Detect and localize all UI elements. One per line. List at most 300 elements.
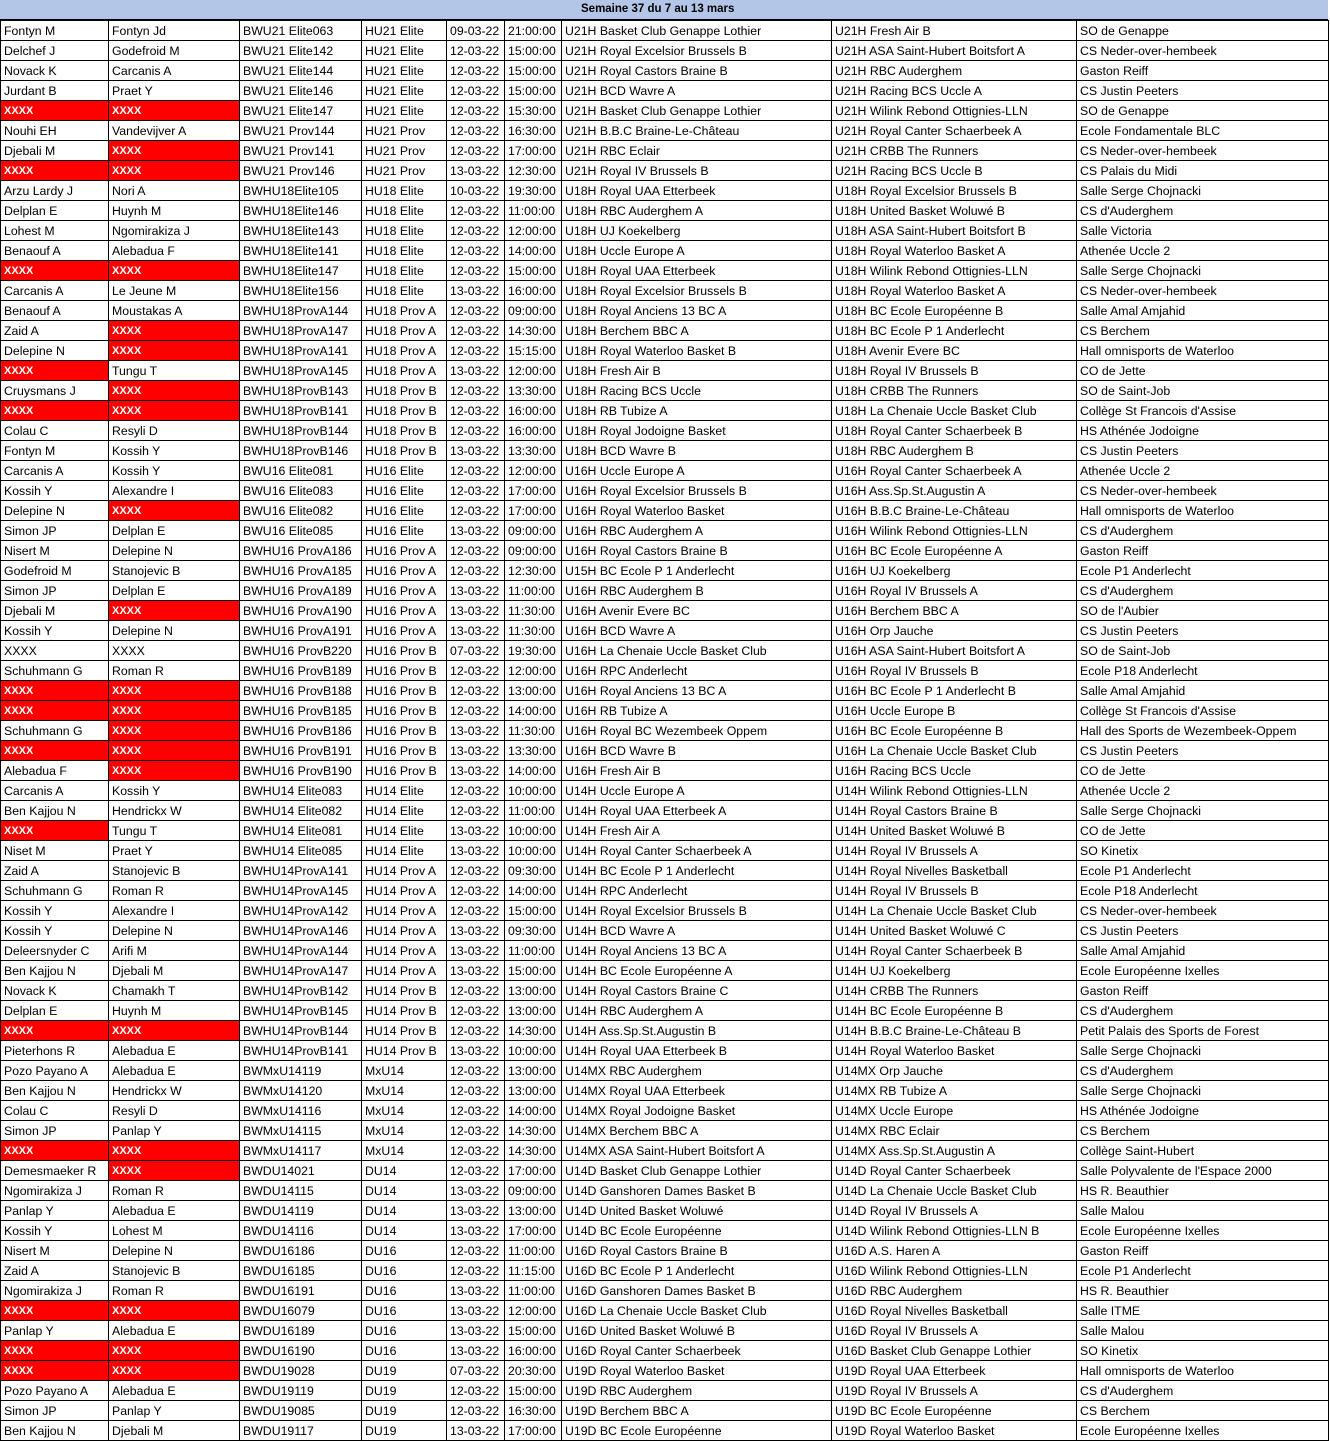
match-code-cell[interactable]: BWHU14 Elite085 (240, 841, 362, 861)
referee-1-cell[interactable]: Delplan E (1, 1001, 109, 1021)
match-date-cell[interactable]: 13-03-22 (447, 1181, 505, 1201)
match-date-cell[interactable]: 12-03-22 (447, 121, 505, 141)
division-cell[interactable]: DU14 (362, 1181, 447, 1201)
division-cell[interactable]: HU16 Prov B (362, 721, 447, 741)
match-date-cell[interactable]: 12-03-22 (447, 781, 505, 801)
match-date-cell[interactable]: 13-03-22 (447, 1421, 505, 1441)
referee-2-cell[interactable]: Alexandre I (109, 481, 240, 501)
referee-2-cell[interactable]: Alebadua E (109, 1061, 240, 1081)
match-time-cell[interactable]: 12:00:00 (505, 461, 562, 481)
match-code-cell[interactable]: BWHU16 ProvB190 (240, 761, 362, 781)
referee-2-cell[interactable]: Resyli D (109, 1101, 240, 1121)
match-date-cell[interactable]: 12-03-22 (447, 241, 505, 261)
referee-2-cell[interactable]: XXXX (109, 1141, 240, 1161)
referee-1-cell[interactable]: Fontyn M (1, 21, 109, 41)
division-cell[interactable]: DU19 (362, 1361, 447, 1381)
away-team-cell[interactable]: U14D Royal Canter Schaerbeek (832, 1161, 1077, 1181)
division-cell[interactable]: HU16 Elite (362, 461, 447, 481)
division-cell[interactable]: HU18 Prov B (362, 421, 447, 441)
match-code-cell[interactable]: BWDU16186 (240, 1241, 362, 1261)
referee-1-cell[interactable]: Novack K (1, 981, 109, 1001)
referee-2-cell[interactable]: Godefroid M (109, 41, 240, 61)
referee-1-cell[interactable]: Deleersnyder C (1, 941, 109, 961)
away-team-cell[interactable]: U18H Royal IV Brussels B (832, 361, 1077, 381)
match-time-cell[interactable]: 09:00:00 (505, 541, 562, 561)
venue-cell[interactable]: SO de l'Aubier (1077, 601, 1329, 621)
division-cell[interactable]: DU16 (362, 1281, 447, 1301)
away-team-cell[interactable]: U18H RBC Auderghem B (832, 441, 1077, 461)
referee-2-cell[interactable]: Hendrickx W (109, 1081, 240, 1101)
venue-cell[interactable]: CS d'Auderghem (1077, 521, 1329, 541)
referee-1-cell[interactable]: Novack K (1, 61, 109, 81)
match-code-cell[interactable]: BWHU14ProvA147 (240, 961, 362, 981)
referee-2-cell[interactable]: XXXX (109, 1021, 240, 1041)
match-time-cell[interactable]: 15:00:00 (505, 61, 562, 81)
match-code-cell[interactable]: BWDU14021 (240, 1161, 362, 1181)
away-team-cell[interactable]: U21H Fresh Air B (832, 21, 1077, 41)
division-cell[interactable]: HU14 Prov A (362, 901, 447, 921)
venue-cell[interactable]: SO Kinetix (1077, 841, 1329, 861)
referee-2-cell[interactable]: Delepine N (109, 921, 240, 941)
home-team-cell[interactable]: U18H RBC Auderghem A (562, 201, 832, 221)
referee-1-cell[interactable]: Schuhmann G (1, 721, 109, 741)
away-team-cell[interactable]: U16H BC Ecole Européenne A (832, 541, 1077, 561)
referee-2-cell[interactable]: XXXX (109, 1361, 240, 1381)
match-date-cell[interactable]: 13-03-22 (447, 841, 505, 861)
referee-1-cell[interactable]: Ben Kajjou N (1, 1081, 109, 1101)
match-time-cell[interactable]: 13:00:00 (505, 681, 562, 701)
referee-2-cell[interactable]: XXXX (109, 1301, 240, 1321)
referee-1-cell[interactable]: Alebadua F (1, 761, 109, 781)
home-team-cell[interactable]: U21H Royal IV Brussels B (562, 161, 832, 181)
referee-1-cell[interactable]: Arzu Lardy J (1, 181, 109, 201)
match-date-cell[interactable]: 12-03-22 (447, 1261, 505, 1281)
venue-cell[interactable]: SO de Saint-Job (1077, 641, 1329, 661)
home-team-cell[interactable]: U16D Royal Canter Schaerbeek (562, 1341, 832, 1361)
match-code-cell[interactable]: BWMxU14116 (240, 1101, 362, 1121)
home-team-cell[interactable]: U16H Avenir Evere BC (562, 601, 832, 621)
division-cell[interactable]: HU16 Prov B (362, 701, 447, 721)
division-cell[interactable]: HU14 Prov A (362, 881, 447, 901)
home-team-cell[interactable]: U21H RBC Eclair (562, 141, 832, 161)
referee-1-cell[interactable]: Simon JP (1, 1121, 109, 1141)
match-time-cell[interactable]: 14:30:00 (505, 1021, 562, 1041)
match-code-cell[interactable]: BWDU16185 (240, 1261, 362, 1281)
match-time-cell[interactable]: 13:00:00 (505, 981, 562, 1001)
home-team-cell[interactable]: U18H Royal Anciens 13 BC A (562, 301, 832, 321)
home-team-cell[interactable]: U16H Royal Castors Braine B (562, 541, 832, 561)
division-cell[interactable]: HU18 Prov A (362, 301, 447, 321)
venue-cell[interactable]: CS Neder-over-hembeek (1077, 481, 1329, 501)
match-time-cell[interactable]: 19:30:00 (505, 181, 562, 201)
division-cell[interactable]: DU14 (362, 1161, 447, 1181)
home-team-cell[interactable]: U16D La Chenaie Uccle Basket Club (562, 1301, 832, 1321)
home-team-cell[interactable]: U14H Royal Excelsior Brussels B (562, 901, 832, 921)
venue-cell[interactable]: SO de Saint-Job (1077, 381, 1329, 401)
match-code-cell[interactable]: BWHU16 ProvB191 (240, 741, 362, 761)
match-code-cell[interactable]: BWHU14ProvA145 (240, 881, 362, 901)
match-time-cell[interactable]: 15:00:00 (505, 1381, 562, 1401)
referee-1-cell[interactable]: Niset M (1, 841, 109, 861)
referee-1-cell[interactable]: XXXX (1, 1341, 109, 1361)
referee-2-cell[interactable]: Hendrickx W (109, 801, 240, 821)
referee-2-cell[interactable]: Nori A (109, 181, 240, 201)
match-code-cell[interactable]: BWU21 Prov144 (240, 121, 362, 141)
match-code-cell[interactable]: BWHU18Elite141 (240, 241, 362, 261)
match-time-cell[interactable]: 14:30:00 (505, 1121, 562, 1141)
match-date-cell[interactable]: 13-03-22 (447, 741, 505, 761)
venue-cell[interactable]: Salle Serge Chojnacki (1077, 181, 1329, 201)
venue-cell[interactable]: Salle Malou (1077, 1201, 1329, 1221)
match-time-cell[interactable]: 19:30:00 (505, 641, 562, 661)
referee-1-cell[interactable]: Carcanis A (1, 781, 109, 801)
match-time-cell[interactable]: 11:30:00 (505, 721, 562, 741)
match-code-cell[interactable]: BWHU18ProvB143 (240, 381, 362, 401)
home-team-cell[interactable]: U21H BCD Wavre A (562, 81, 832, 101)
match-time-cell[interactable]: 11:30:00 (505, 621, 562, 641)
referee-1-cell[interactable]: Demesmaeker R (1, 1161, 109, 1181)
match-code-cell[interactable]: BWDU14115 (240, 1181, 362, 1201)
match-date-cell[interactable]: 12-03-22 (447, 201, 505, 221)
venue-cell[interactable]: Salle Malou (1077, 1321, 1329, 1341)
venue-cell[interactable]: HS Athénée Jodoigne (1077, 1101, 1329, 1121)
referee-1-cell[interactable]: XXXX (1, 741, 109, 761)
referee-2-cell[interactable]: Alebadua E (109, 1381, 240, 1401)
home-team-cell[interactable]: U18H UJ Koekelberg (562, 221, 832, 241)
match-code-cell[interactable]: BWHU18Elite156 (240, 281, 362, 301)
home-team-cell[interactable]: U14H Uccle Europe A (562, 781, 832, 801)
venue-cell[interactable]: CS Justin Peeters (1077, 741, 1329, 761)
division-cell[interactable]: HU16 Prov A (362, 561, 447, 581)
referee-1-cell[interactable]: XXXX (1, 1021, 109, 1041)
division-cell[interactable]: HU21 Elite (362, 81, 447, 101)
match-date-cell[interactable]: 13-03-22 (447, 921, 505, 941)
home-team-cell[interactable]: U21H Royal Excelsior Brussels B (562, 41, 832, 61)
venue-cell[interactable]: CS Justin Peeters (1077, 441, 1329, 461)
division-cell[interactable]: HU14 Prov B (362, 1001, 447, 1021)
match-code-cell[interactable]: BWHU18Elite105 (240, 181, 362, 201)
match-time-cell[interactable]: 15:00:00 (505, 901, 562, 921)
referee-1-cell[interactable]: Godefroid M (1, 561, 109, 581)
venue-cell[interactable]: CS Berchem (1077, 1401, 1329, 1421)
referee-1-cell[interactable]: Simon JP (1, 1401, 109, 1421)
match-code-cell[interactable]: BWHU18Elite146 (240, 201, 362, 221)
match-date-cell[interactable]: 12-03-22 (447, 541, 505, 561)
home-team-cell[interactable]: U14MX ASA Saint-Hubert Boitsfort A (562, 1141, 832, 1161)
match-date-cell[interactable]: 12-03-22 (447, 981, 505, 1001)
referee-1-cell[interactable]: Kossih Y (1, 621, 109, 641)
venue-cell[interactable]: HS R. Beauthier (1077, 1181, 1329, 1201)
division-cell[interactable]: MxU14 (362, 1121, 447, 1141)
home-team-cell[interactable]: U16H Uccle Europe A (562, 461, 832, 481)
referee-1-cell[interactable]: Nisert M (1, 541, 109, 561)
home-team-cell[interactable]: U14MX Royal Jodoigne Basket (562, 1101, 832, 1121)
venue-cell[interactable]: Ecole P1 Anderlecht (1077, 1261, 1329, 1281)
match-date-cell[interactable]: 07-03-22 (447, 1361, 505, 1381)
home-team-cell[interactable]: U14H BC Ecole P 1 Anderlecht (562, 861, 832, 881)
home-team-cell[interactable]: U14D Ganshoren Dames Basket B (562, 1181, 832, 1201)
venue-cell[interactable]: Salle Serge Chojnacki (1077, 261, 1329, 281)
away-team-cell[interactable]: U14H United Basket Woluwé C (832, 921, 1077, 941)
referee-2-cell[interactable]: XXXX (109, 381, 240, 401)
referee-2-cell[interactable]: XXXX (109, 321, 240, 341)
venue-cell[interactable]: Ecole Européenne Ixelles (1077, 1221, 1329, 1241)
match-date-cell[interactable]: 12-03-22 (447, 141, 505, 161)
referee-1-cell[interactable]: Benaouf A (1, 301, 109, 321)
division-cell[interactable]: HU21 Prov (362, 121, 447, 141)
home-team-cell[interactable]: U16H La Chenaie Uccle Basket Club (562, 641, 832, 661)
match-time-cell[interactable]: 17:00:00 (505, 1161, 562, 1181)
referee-2-cell[interactable]: Tungu T (109, 821, 240, 841)
away-team-cell[interactable]: U18H Royal Waterloo Basket A (832, 281, 1077, 301)
away-team-cell[interactable]: U18H CRBB The Runners (832, 381, 1077, 401)
venue-cell[interactable]: Hall omnisports de Waterloo (1077, 1361, 1329, 1381)
home-team-cell[interactable]: U14D United Basket Woluwé (562, 1201, 832, 1221)
match-date-cell[interactable]: 09-03-22 (447, 21, 505, 41)
referee-2-cell[interactable]: Delepine N (109, 621, 240, 641)
away-team-cell[interactable]: U16D Basket Club Genappe Lothier (832, 1341, 1077, 1361)
away-team-cell[interactable]: U14MX Ass.Sp.St.Augustin A (832, 1141, 1077, 1161)
match-code-cell[interactable]: BWMxU14120 (240, 1081, 362, 1101)
away-team-cell[interactable]: U16H Wilink Rebond Ottignies-LLN (832, 521, 1077, 541)
division-cell[interactable]: HU18 Prov B (362, 401, 447, 421)
referee-1-cell[interactable]: Pozo Payano A (1, 1381, 109, 1401)
venue-cell[interactable]: Salle Amal Amjahid (1077, 941, 1329, 961)
away-team-cell[interactable]: U16H B.B.C Braine-Le-Château (832, 501, 1077, 521)
match-date-cell[interactable]: 10-03-22 (447, 181, 505, 201)
match-code-cell[interactable]: BWU16 Elite081 (240, 461, 362, 481)
match-code-cell[interactable]: BWDU19085 (240, 1401, 362, 1421)
venue-cell[interactable]: Athenée Uccle 2 (1077, 781, 1329, 801)
away-team-cell[interactable]: U14D La Chenaie Uccle Basket Club (832, 1181, 1077, 1201)
venue-cell[interactable]: CS Neder-over-hembeek (1077, 281, 1329, 301)
division-cell[interactable]: HU14 Prov A (362, 921, 447, 941)
referee-1-cell[interactable]: Zaid A (1, 321, 109, 341)
referee-1-cell[interactable]: Colau C (1, 421, 109, 441)
match-time-cell[interactable]: 09:30:00 (505, 921, 562, 941)
match-date-cell[interactable]: 13-03-22 (447, 941, 505, 961)
home-team-cell[interactable]: U15H BC Ecole P 1 Anderlecht (562, 561, 832, 581)
home-team-cell[interactable]: U21H B.B.C Braine-Le-Château (562, 121, 832, 141)
venue-cell[interactable]: SO de Genappe (1077, 21, 1329, 41)
away-team-cell[interactable]: U21H RBC Auderghem (832, 61, 1077, 81)
match-date-cell[interactable]: 12-03-22 (447, 341, 505, 361)
division-cell[interactable]: HU18 Prov B (362, 441, 447, 461)
match-date-cell[interactable]: 13-03-22 (447, 1281, 505, 1301)
away-team-cell[interactable]: U16H Berchem BBC A (832, 601, 1077, 621)
referee-2-cell[interactable]: Alebadua E (109, 1321, 240, 1341)
division-cell[interactable]: DU19 (362, 1381, 447, 1401)
away-team-cell[interactable]: U14D Wilink Rebond Ottignies-LLN B (832, 1221, 1077, 1241)
home-team-cell[interactable]: U19D Berchem BBC A (562, 1401, 832, 1421)
match-date-cell[interactable]: 12-03-22 (447, 401, 505, 421)
division-cell[interactable]: HU18 Prov A (362, 361, 447, 381)
referee-1-cell[interactable]: Carcanis A (1, 281, 109, 301)
division-cell[interactable]: HU21 Prov (362, 161, 447, 181)
venue-cell[interactable]: Salle Victoria (1077, 221, 1329, 241)
away-team-cell[interactable]: U18H BC Ecole Européenne B (832, 301, 1077, 321)
match-time-cell[interactable]: 09:00:00 (505, 521, 562, 541)
away-team-cell[interactable]: U16D A.S. Haren A (832, 1241, 1077, 1261)
away-team-cell[interactable]: U18H ASA Saint-Hubert Boitsfort B (832, 221, 1077, 241)
match-time-cell[interactable]: 10:00:00 (505, 821, 562, 841)
away-team-cell[interactable]: U14H La Chenaie Uccle Basket Club (832, 901, 1077, 921)
match-code-cell[interactable]: BWHU18ProvB146 (240, 441, 362, 461)
venue-cell[interactable]: Collège St Francois d'Assise (1077, 401, 1329, 421)
home-team-cell[interactable]: U18H Berchem BBC A (562, 321, 832, 341)
match-code-cell[interactable]: BWDU16190 (240, 1341, 362, 1361)
away-team-cell[interactable]: U16H Royal IV Brussels B (832, 661, 1077, 681)
referee-1-cell[interactable]: XXXX (1, 261, 109, 281)
match-date-cell[interactable]: 12-03-22 (447, 481, 505, 501)
match-code-cell[interactable]: BWHU14ProvA142 (240, 901, 362, 921)
division-cell[interactable]: DU14 (362, 1221, 447, 1241)
match-time-cell[interactable]: 17:00:00 (505, 501, 562, 521)
home-team-cell[interactable]: U14H Ass.Sp.St.Augustin B (562, 1021, 832, 1041)
match-date-cell[interactable]: 13-03-22 (447, 1301, 505, 1321)
match-time-cell[interactable]: 15:00:00 (505, 81, 562, 101)
away-team-cell[interactable]: U14H UJ Koekelberg (832, 961, 1077, 981)
referee-1-cell[interactable]: Ben Kajjou N (1, 1421, 109, 1441)
venue-cell[interactable]: CS Neder-over-hembeek (1077, 41, 1329, 61)
match-date-cell[interactable]: 12-03-22 (447, 301, 505, 321)
match-date-cell[interactable]: 13-03-22 (447, 581, 505, 601)
match-date-cell[interactable]: 12-03-22 (447, 1381, 505, 1401)
match-date-cell[interactable]: 12-03-22 (447, 261, 505, 281)
division-cell[interactable]: HU14 Prov B (362, 1021, 447, 1041)
division-cell[interactable]: HU16 Elite (362, 521, 447, 541)
referee-2-cell[interactable]: Praet Y (109, 81, 240, 101)
home-team-cell[interactable]: U21H Basket Club Genappe Lothier (562, 101, 832, 121)
home-team-cell[interactable]: U14H RPC Anderlecht (562, 881, 832, 901)
home-team-cell[interactable]: U16H RBC Auderghem A (562, 521, 832, 541)
referee-1-cell[interactable]: Lohest M (1, 221, 109, 241)
home-team-cell[interactable]: U16H Royal BC Wezembeek Oppem (562, 721, 832, 741)
away-team-cell[interactable]: U16H UJ Koekelberg (832, 561, 1077, 581)
referee-2-cell[interactable]: Huynh M (109, 201, 240, 221)
referee-2-cell[interactable]: XXXX (109, 141, 240, 161)
match-code-cell[interactable]: BWHU14ProvA141 (240, 861, 362, 881)
home-team-cell[interactable]: U14H Royal UAA Etterbeek A (562, 801, 832, 821)
referee-2-cell[interactable]: Le Jeune M (109, 281, 240, 301)
match-date-cell[interactable]: 13-03-22 (447, 1321, 505, 1341)
match-code-cell[interactable]: BWHU16 ProvB185 (240, 701, 362, 721)
referee-1-cell[interactable]: Kossih Y (1, 481, 109, 501)
away-team-cell[interactable]: U18H Royal Waterloo Basket A (832, 241, 1077, 261)
match-code-cell[interactable]: BWDU14116 (240, 1221, 362, 1241)
venue-cell[interactable]: CS Justin Peeters (1077, 921, 1329, 941)
match-time-cell[interactable]: 15:15:00 (505, 341, 562, 361)
venue-cell[interactable]: CS d'Auderghem (1077, 1061, 1329, 1081)
venue-cell[interactable]: Ecole Fondamentale BLC (1077, 121, 1329, 141)
home-team-cell[interactable]: U21H Basket Club Genappe Lothier (562, 21, 832, 41)
match-code-cell[interactable]: BWMxU14117 (240, 1141, 362, 1161)
referee-1-cell[interactable]: Ben Kajjou N (1, 801, 109, 821)
referee-2-cell[interactable]: Alebadua E (109, 1041, 240, 1061)
home-team-cell[interactable]: U16D BC Ecole P 1 Anderlecht (562, 1261, 832, 1281)
home-team-cell[interactable]: U16H RB Tubize A (562, 701, 832, 721)
match-code-cell[interactable]: BWHU18ProvB141 (240, 401, 362, 421)
referee-1-cell[interactable]: XXXX (1, 401, 109, 421)
match-time-cell[interactable]: 15:00:00 (505, 41, 562, 61)
home-team-cell[interactable]: U14MX Royal UAA Etterbeek (562, 1081, 832, 1101)
referee-2-cell[interactable]: Roman R (109, 661, 240, 681)
away-team-cell[interactable]: U16D Wilink Rebond Ottignies-LLN (832, 1261, 1077, 1281)
division-cell[interactable]: HU21 Elite (362, 21, 447, 41)
venue-cell[interactable]: Collège Saint-Hubert (1077, 1141, 1329, 1161)
referee-1-cell[interactable]: Ben Kajjou N (1, 961, 109, 981)
venue-cell[interactable]: Gaston Reiff (1077, 1241, 1329, 1261)
referee-2-cell[interactable]: Chamakh T (109, 981, 240, 1001)
home-team-cell[interactable]: U14H BCD Wavre A (562, 921, 832, 941)
venue-cell[interactable]: Salle Polyvalente de l'Espace 2000 (1077, 1161, 1329, 1181)
home-team-cell[interactable]: U19D BC Ecole Européenne (562, 1421, 832, 1441)
home-team-cell[interactable]: U14D Basket Club Genappe Lothier (562, 1161, 832, 1181)
division-cell[interactable]: HU14 Elite (362, 821, 447, 841)
venue-cell[interactable]: Hall des Sports de Wezembeek-Oppem (1077, 721, 1329, 741)
away-team-cell[interactable]: U18H Avenir Evere BC (832, 341, 1077, 361)
division-cell[interactable]: MxU14 (362, 1081, 447, 1101)
division-cell[interactable]: HU21 Elite (362, 41, 447, 61)
away-team-cell[interactable]: U16D RBC Auderghem (832, 1281, 1077, 1301)
match-date-cell[interactable]: 12-03-22 (447, 1001, 505, 1021)
match-date-cell[interactable]: 13-03-22 (447, 1041, 505, 1061)
referee-2-cell[interactable]: XXXX (109, 761, 240, 781)
match-code-cell[interactable]: BWHU18ProvB144 (240, 421, 362, 441)
away-team-cell[interactable]: U16H Uccle Europe B (832, 701, 1077, 721)
division-cell[interactable]: HU18 Elite (362, 201, 447, 221)
venue-cell[interactable]: Hall omnisports de Waterloo (1077, 341, 1329, 361)
match-time-cell[interactable]: 15:00:00 (505, 261, 562, 281)
referee-1-cell[interactable]: Pozo Payano A (1, 1061, 109, 1081)
home-team-cell[interactable]: U16H RPC Anderlecht (562, 661, 832, 681)
match-date-cell[interactable]: 12-03-22 (447, 41, 505, 61)
home-team-cell[interactable]: U14H Fresh Air A (562, 821, 832, 841)
division-cell[interactable]: DU16 (362, 1341, 447, 1361)
away-team-cell[interactable]: U16D Royal IV Brussels A (832, 1321, 1077, 1341)
away-team-cell[interactable]: U14H BC Ecole Européenne B (832, 1001, 1077, 1021)
match-code-cell[interactable]: BWHU16 ProvB189 (240, 661, 362, 681)
venue-cell[interactable]: Petit Palais des Sports de Forest (1077, 1021, 1329, 1041)
match-code-cell[interactable]: BWU21 Elite142 (240, 41, 362, 61)
division-cell[interactable]: HU16 Prov B (362, 681, 447, 701)
match-date-cell[interactable]: 12-03-22 (447, 321, 505, 341)
venue-cell[interactable]: Salle Serge Chojnacki (1077, 1041, 1329, 1061)
referee-2-cell[interactable]: Lohest M (109, 1221, 240, 1241)
referee-2-cell[interactable]: Vandevijver A (109, 121, 240, 141)
home-team-cell[interactable]: U18H Royal UAA Etterbeek (562, 261, 832, 281)
referee-1-cell[interactable]: Cruysmans J (1, 381, 109, 401)
referee-2-cell[interactable]: Stanojevic B (109, 561, 240, 581)
referee-2-cell[interactable]: Fontyn Jd (109, 21, 240, 41)
match-code-cell[interactable]: BWU21 Prov146 (240, 161, 362, 181)
referee-1-cell[interactable]: XXXX (1, 681, 109, 701)
referee-1-cell[interactable]: Kossih Y (1, 901, 109, 921)
venue-cell[interactable]: SO de Genappe (1077, 101, 1329, 121)
home-team-cell[interactable]: U18H RB Tubize A (562, 401, 832, 421)
match-time-cell[interactable]: 09:00:00 (505, 1181, 562, 1201)
division-cell[interactable]: HU16 Prov A (362, 581, 447, 601)
match-time-cell[interactable]: 15:00:00 (505, 961, 562, 981)
home-team-cell[interactable]: U16H BCD Wavre B (562, 741, 832, 761)
referee-2-cell[interactable]: Tungu T (109, 361, 240, 381)
home-team-cell[interactable]: U18H Uccle Europe A (562, 241, 832, 261)
match-code-cell[interactable]: BWHU16 ProvB186 (240, 721, 362, 741)
away-team-cell[interactable]: U14H Royal Canter Schaerbeek B (832, 941, 1077, 961)
home-team-cell[interactable]: U16D Royal Castors Braine B (562, 1241, 832, 1261)
referee-1-cell[interactable]: Djebali M (1, 141, 109, 161)
referee-1-cell[interactable]: Colau C (1, 1101, 109, 1121)
